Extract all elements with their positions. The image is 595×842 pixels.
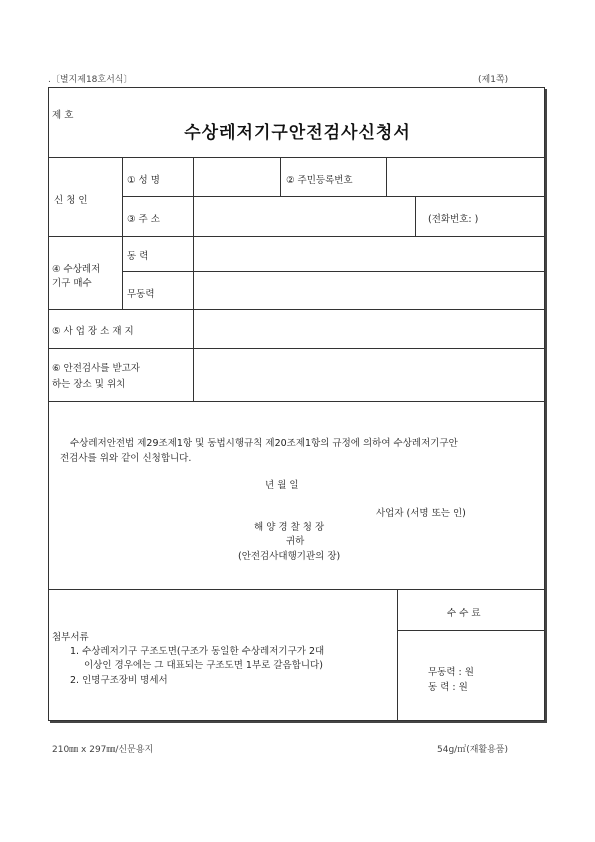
- applicant-section-label: 신 청 인: [54, 195, 88, 206]
- inspection-place-label-line2: 하는 장소 및 위치: [52, 379, 126, 390]
- paper-weight: 54g/㎡(재활용품): [437, 745, 508, 755]
- name-field[interactable]: [194, 158, 280, 196]
- date-label: 년 월 일: [265, 480, 299, 491]
- fee-powered: 동 력 : 원: [428, 682, 468, 693]
- attachment-item2: 2. 인명구조장비 명세서: [70, 675, 168, 686]
- powered-label: 동 력: [127, 251, 149, 262]
- inspection-place-label-line1: ⑥ 안전검사를 받고자: [52, 363, 140, 374]
- powered-count-field[interactable]: [194, 237, 545, 271]
- statement-line2: 전검사를 위와 같이 신청합니다.: [60, 453, 192, 464]
- statement-line1: 수상레저안전법 제29조제1항 및 동법시행규칙 제20조제1항의 규정에 의하여 수상레저기구안: [70, 438, 458, 449]
- page-label: (제1쪽): [478, 75, 509, 85]
- name-label: ① 성 명: [127, 175, 160, 186]
- business-location-label: ⑤ 사 업 장 소 재 지: [52, 326, 134, 337]
- craft-count-label-line2: 기구 매수: [52, 278, 92, 289]
- inspection-place-field[interactable]: [194, 349, 545, 401]
- frame-shadow-right: [545, 89, 547, 723]
- phone-label[interactable]: (전화번호: ): [428, 214, 479, 225]
- resident-id-label: ② 주민등록번호: [286, 175, 353, 186]
- address-label: ③ 주 소: [127, 214, 160, 225]
- address-field[interactable]: [194, 197, 415, 236]
- frame-shadow-bottom: [50, 721, 547, 723]
- fee-unpowered: 무동력 : 원: [428, 667, 474, 678]
- resident-id-field[interactable]: [387, 158, 545, 196]
- unpowered-label: 무동력: [127, 289, 155, 300]
- paper-spec: 210㎜ x 297㎜/신문용지: [52, 745, 154, 755]
- attachments-title: 첨부서류: [52, 632, 89, 643]
- addressee-note: (안전검사대행기관의 장): [238, 551, 341, 562]
- form-title: 수상레저기구안전검사신청서: [184, 123, 411, 143]
- applicant-signature: 사업자 (서명 또는 인): [376, 508, 466, 519]
- business-location-field[interactable]: [194, 310, 545, 348]
- fee-title: 수 수 료: [447, 608, 481, 619]
- addressee: 해 양 경 찰 청 장: [254, 522, 325, 533]
- form-number: .〔별지제18호서식〕: [48, 75, 133, 85]
- form-number-field: 제 호: [52, 110, 74, 121]
- attachment-item1-line1: 1. 수상레저기구 구조도면(구조가 동일한 수상레저기구가 2대: [70, 646, 325, 657]
- unpowered-count-field[interactable]: [194, 272, 545, 309]
- craft-count-label-line1: ④ 수상레저: [52, 264, 101, 275]
- attachment-item1-line2: 이상인 경우에는 그 대표되는 구조도면 1부로 갈음합니다): [84, 660, 323, 671]
- honorific: 귀하: [286, 536, 305, 547]
